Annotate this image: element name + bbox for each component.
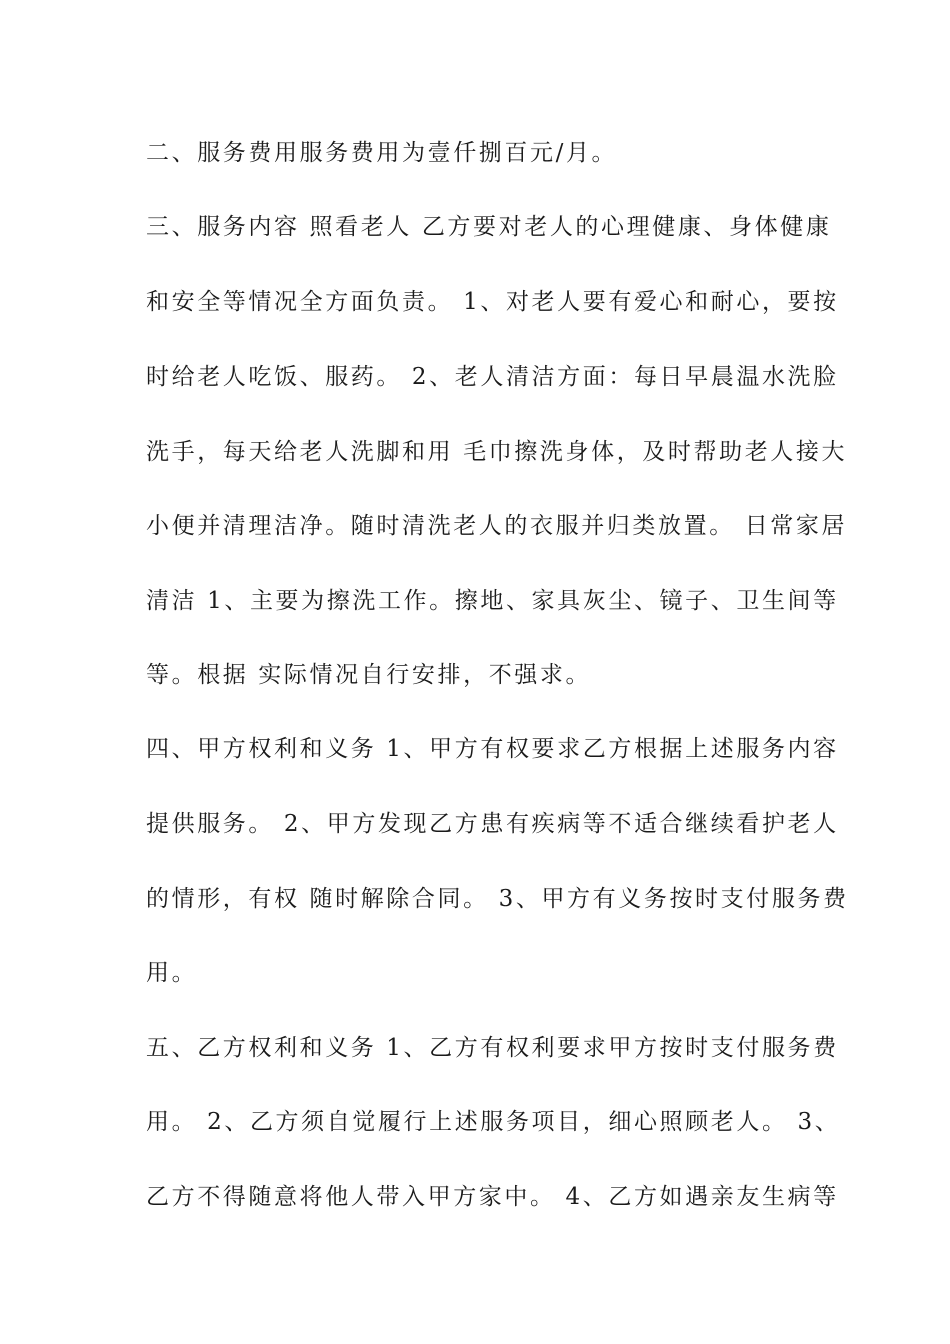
text-line: 等。根据 实际情况自行安排，不强求。 xyxy=(146,662,592,688)
text-line: 乙方不得随意将他人带入甲方家中。 4、乙方如遇亲友生病等 xyxy=(146,1184,839,1210)
text-line: 四、甲方权利和义务 1、甲方有权要求乙方根据上述服务内容 xyxy=(146,736,839,762)
text-line: 五、乙方权利和义务 1、乙方有权利要求甲方按时支付服务费 xyxy=(146,1035,839,1061)
text-line: 提供服务。 2、甲方发现乙方患有疾病等不适合继续看护老人 xyxy=(146,811,839,837)
text-line: 三、服务内容 照看老人 乙方要对老人的心理健康、身体健康 xyxy=(146,214,832,240)
text-line: 清洁 1、主要为擦洗工作。擦地、家具灰尘、镜子、卫生间等 xyxy=(146,588,839,614)
text-line: 和安全等情况全方面负责。 1、对老人要有爱心和耐心，要按 xyxy=(146,289,839,315)
text-line: 用。 2、乙方须自觉履行上述服务项目，细心照顾老人。 3、 xyxy=(146,1109,841,1135)
text-line: 小便并清理洁净。随时清洗老人的衣服并归类放置。 日常家居 xyxy=(146,513,848,539)
text-line: 的情形，有权 随时解除合同。 3、甲方有义务按时支付服务费 xyxy=(146,886,849,912)
text-line: 时给老人吃饭、服药。 2、老人清洁方面：每日早晨温水洗脸 xyxy=(146,364,839,390)
text-line: 洗手，每天给老人洗脚和用 毛巾擦洗身体，及时帮助老人接大 xyxy=(146,439,848,465)
text-line: 二、服务费用服务费用为壹仟捌百元/月。 xyxy=(146,140,618,166)
text-line: 用。 xyxy=(146,960,198,986)
